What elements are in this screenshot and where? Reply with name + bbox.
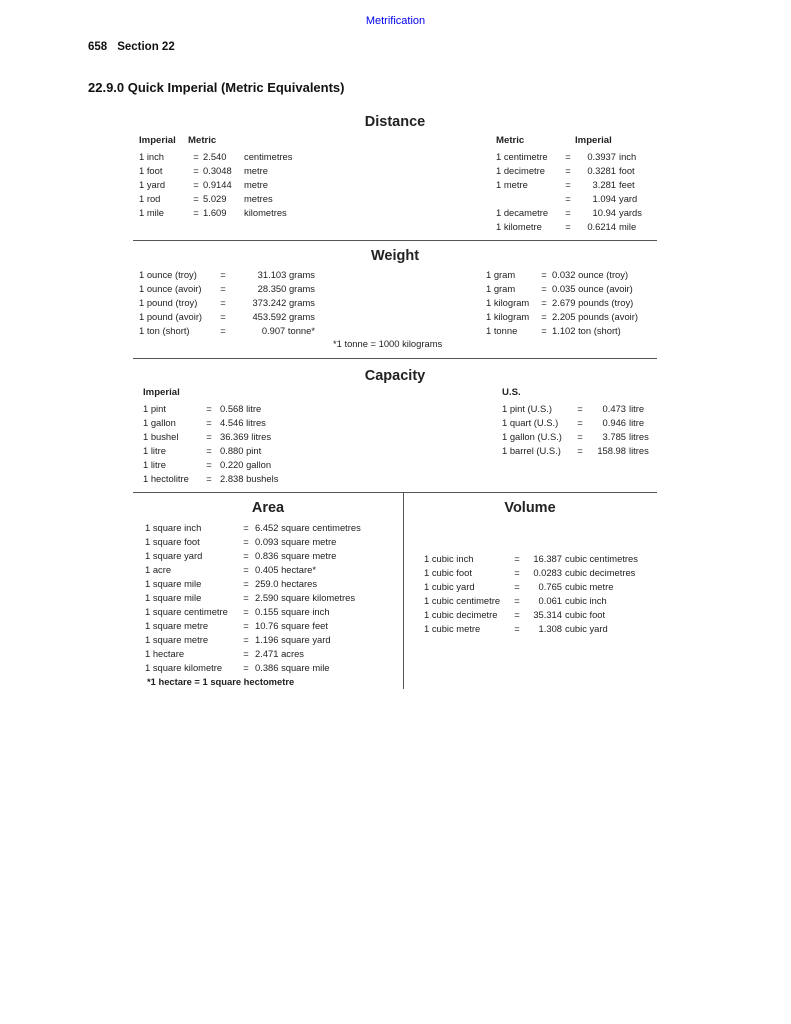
distance-right-row [496,206,658,220]
distance-left-row-u: metre [244,165,268,176]
distance-left-row-v: 5.029 [203,193,227,204]
weight-right-row [486,310,655,324]
weight-footnote: *1 tonne = 1000 kilograms [333,338,443,349]
distance-left-row-eq: = [193,207,199,218]
capacity-us-header: U.S. [502,387,521,398]
area-row-a: 1 square mile [145,578,202,589]
area-row-a: 1 square metre [145,634,209,645]
area-row-a: 1 square inch [145,522,202,533]
weight-left-row-v: 453.592 grams [252,311,315,322]
section-label: Section 22 [117,41,175,53]
capacity-imperial-row-v: 2.838 bushels [220,473,279,484]
weight-left-row-v: 373.242 grams [252,297,315,308]
capacity-imperial-row-a: 1 litre [143,459,166,470]
area-row-v: 2.471 acres [255,648,304,659]
distance-right-row-eq: = [565,221,571,232]
volume-row [424,622,656,636]
distance-right-row-v: 0.3937 [587,151,616,162]
weight-left-row-v: 28.350 grams [257,283,315,294]
distance-right-row-a: 1 decametre [496,207,549,218]
capacity-us-table [502,402,662,458]
capacity-us-row-u: litres [629,445,649,456]
weight-left-row-a: 1 ounce (avoir) [139,283,202,294]
capacity-us-row-v: 158.98 [597,445,626,456]
area-row [145,661,388,675]
distance-right-row-eq: = [565,165,571,176]
distance-left-row [139,206,307,220]
volume-row-eq: = [514,623,520,634]
distance-left-row-u: centimetres [244,151,293,162]
volume-row [424,594,656,608]
volume-row [424,566,656,580]
area-row-eq: = [243,536,249,547]
capacity-us-row [502,444,662,458]
volume-row-u: cubic foot [565,609,606,620]
distance-right-row-v: 0.6214 [587,221,616,232]
area-row-eq: = [243,522,249,533]
weight-left-row-v: 31.103 grams [257,269,315,280]
weight-right-row [486,296,655,310]
capacity-us-row-u: litres [629,431,649,442]
capacity-us-row-v: 3.785 [602,431,626,442]
weight-right-row-a: 1 gram [486,269,516,280]
capacity-us-row-a: 1 quart (U.S.) [502,417,559,428]
distance-right-row-u: mile [619,221,637,232]
area-row [145,577,388,591]
divider-area-volume [403,492,404,689]
distance-right-row-eq: = [565,151,571,162]
distance-right-row [496,150,658,164]
volume-row-a: 1 cubic decimetre [424,609,498,620]
volume-row-v: 0.765 [538,581,562,592]
divider-capacity-area [133,492,657,493]
capacity-imperial-row-v: 36.369 litres [220,431,272,442]
area-row-v: 259.0 hectares [255,578,318,589]
area-row-a: 1 square mile [145,592,202,603]
distance-right-row-eq: = [565,179,571,190]
area-row-eq: = [243,648,249,659]
volume-row-v: 35.314 [533,609,562,620]
area-row-v: 0.405 hectare* [255,564,316,575]
weight-left-row-eq: = [220,311,226,322]
page-header [88,41,175,53]
distance-left-row [139,150,307,164]
weight-right-row-a: 1 kilogram [486,297,530,308]
area-row-a: 1 hectare [145,648,185,659]
capacity-imperial-row-a: 1 pint [143,403,166,414]
capacity-imperial-row [143,416,295,430]
area-row-eq: = [243,620,249,631]
weight-right-row-a: 1 tonne [486,325,518,336]
distance-left-row-eq: = [193,151,199,162]
volume-row-v: 0.061 [538,595,562,606]
page-number: 658 [88,41,108,53]
distance-right-row-u: foot [619,165,635,176]
weight-left-row-eq: = [220,269,226,280]
distance-left-row-v: 0.9144 [203,179,232,190]
area-row-v: 6.452 square centimetres [255,522,361,533]
area-row-eq: = [243,592,249,603]
capacity-us-row [502,402,662,416]
distance-left-row-a: 1 rod [139,193,161,204]
weight-left-row-a: 1 ton (short) [139,325,190,336]
capacity-imperial-row-eq: = [206,417,212,428]
distance-right-row-eq: = [565,207,571,218]
weight-left-row-eq: = [220,325,226,336]
distance-right-col1-header: Metric [496,135,525,146]
weight-left-row [139,296,318,310]
capacity-imperial-row [143,472,295,486]
weight-right-row-eq: = [541,297,547,308]
distance-left-row-a: 1 foot [139,165,163,176]
capacity-imperial-row-a: 1 gallon [143,417,176,428]
distance-right-row-v: 0.3281 [587,165,616,176]
distance-right-row-v: 10.94 [592,207,616,218]
distance-left-row-eq: = [193,165,199,176]
area-title: Area [251,500,285,516]
area-row-v: 0.155 square inch [255,606,330,617]
area-row-eq: = [243,578,249,589]
distance-left-table [139,150,307,220]
volume-table [424,552,656,636]
area-row-eq: = [243,550,249,561]
distance-right-row-u: feet [619,179,635,190]
weight-left-row [139,324,318,338]
area-row-a: 1 square metre [145,620,209,631]
capacity-imperial-row-v: 0.220 gallon [220,459,272,470]
volume-row-v: 0.0283 [533,567,562,578]
capacity-us-row-eq: = [577,403,583,414]
volume-row-eq: = [514,609,520,620]
area-row [145,605,388,619]
capacity-imperial-header: Imperial [143,387,180,398]
area-table [145,521,388,675]
capacity-us-row-eq: = [577,417,583,428]
area-row-v: 2.590 square kilometres [255,592,356,603]
metrification-link[interactable]: Metrification [365,15,426,27]
capacity-us-row [502,430,662,444]
weight-left-row [139,268,318,282]
volume-row-a: 1 cubic yard [424,581,475,592]
distance-right-row-a: 1 kilometre [496,221,542,232]
volume-row-eq: = [514,553,520,564]
capacity-imperial-row [143,430,295,444]
distance-left-row [139,164,307,178]
volume-row-u: cubic metre [565,581,614,592]
volume-row-u: cubic decimetres [565,567,636,578]
area-row-v: 0.386 square mile [255,662,330,673]
area-row [145,521,388,535]
capacity-imperial-row [143,444,295,458]
distance-left-row-v: 2.540 [203,151,227,162]
volume-title: Volume [504,500,556,516]
area-row [145,647,388,661]
weight-left-row-eq: = [220,297,226,308]
area-row-a: 1 acre [145,564,172,575]
volume-row [424,580,656,594]
distance-right-col2-header: Imperial [575,135,612,146]
distance-right-row-a: 1 centimetre [496,151,548,162]
capacity-us-row-v: 0.473 [602,403,626,414]
volume-row-u: cubic inch [565,595,607,606]
volume-row-u: cubic yard [565,623,608,634]
capacity-us-row-a: 1 barrel (U.S.) [502,445,561,456]
weight-right-row-eq: = [541,311,547,322]
volume-row-eq: = [514,581,520,592]
weight-right-row-eq: = [541,325,547,336]
distance-left-row-a: 1 yard [139,179,166,190]
conversion-sheet [133,113,657,693]
distance-left-row-u: kilometres [244,207,287,218]
distance-right-row-v: 3.281 [592,179,616,190]
area-row-a: 1 square yard [145,550,203,561]
distance-left-row-u: metres [244,193,273,204]
capacity-us-row-eq: = [577,445,583,456]
area-row-v: 10.76 square feet [255,620,328,631]
capacity-imperial-row-eq: = [206,403,212,414]
distance-right-row [496,192,658,206]
volume-row [424,552,656,566]
volume-row-a: 1 cubic centimetre [424,595,501,606]
volume-row-eq: = [514,567,520,578]
area-row-v: 1.196 square yard [255,634,331,645]
weight-left-row-v: 0.907 tonne* [261,325,315,336]
weight-right-row-v: 2.679 pounds (troy) [552,297,634,308]
area-row-a: 1 square kilometre [145,662,223,673]
weight-title: Weight [370,248,420,264]
distance-left-row-eq: = [193,179,199,190]
capacity-title: Capacity [364,368,426,384]
distance-left-row [139,192,307,206]
area-row [145,633,388,647]
area-row [145,549,388,563]
distance-left-row-eq: = [193,193,199,204]
area-row-v: 0.836 square metre [255,550,337,561]
distance-left-row-a: 1 mile [139,207,165,218]
divider-distance-weight [133,240,657,241]
area-row-eq: = [243,634,249,645]
area-row [145,535,388,549]
distance-title: Distance [364,114,426,130]
weight-right-row [486,324,655,338]
distance-left-row-v: 1.609 [203,207,227,218]
capacity-us-row [502,416,662,430]
capacity-imperial-row-eq: = [206,473,212,484]
area-row-eq: = [243,564,249,575]
distance-right-row [496,164,658,178]
divider-weight-capacity [133,358,657,359]
distance-right-row-eq: = [565,193,571,204]
distance-right-row [496,178,658,192]
weight-right-row-eq: = [541,283,547,294]
volume-row-a: 1 cubic inch [424,553,474,564]
capacity-imperial-row [143,458,295,472]
capacity-imperial-row-a: 1 hectolitre [143,473,189,484]
capacity-us-row-eq: = [577,431,583,442]
weight-right-row [486,268,655,282]
weight-right-row-v: 1.102 ton (short) [552,325,621,336]
weight-right-table [486,268,655,338]
distance-right-table [496,150,658,234]
area-row-v: 0.093 square metre [255,536,337,547]
volume-row-eq: = [514,595,520,606]
area-row-a: 1 square foot [145,536,200,547]
area-row-a: 1 square centimetre [145,606,228,617]
weight-left-row-a: 1 pound (avoir) [139,311,203,322]
capacity-us-row-a: 1 pint (U.S.) [502,403,553,414]
distance-right-row-a [496,192,561,206]
volume-row-a: 1 cubic metre [424,623,481,634]
distance-left-row [139,178,307,192]
area-row-eq: = [243,662,249,673]
distance-right-row-a: 1 metre [496,179,528,190]
weight-right-row [486,282,655,296]
page-title: 22.9.0 Quick Imperial (Metric Equivalents) [88,80,345,95]
distance-right-row-a: 1 decimetre [496,165,545,176]
capacity-imperial-row-eq: = [206,459,212,470]
distance-left-col2-header: Metric [188,135,217,146]
weight-right-row-v: 0.032 ounce (troy) [552,269,629,280]
capacity-imperial-row-eq: = [206,431,212,442]
capacity-us-row-u: litre [629,403,645,414]
distance-right-row-v: 1.094 [592,193,616,204]
volume-row-a: 1 cubic foot [424,567,472,578]
weight-left-row-a: 1 ounce (troy) [139,269,197,280]
distance-right-row-u: inch [619,151,637,162]
capacity-imperial-row-a: 1 litre [143,445,166,456]
distance-left-row-v: 0.3048 [203,165,232,176]
weight-left-row [139,282,318,296]
area-row-eq: = [243,606,249,617]
volume-row-u: cubic centimetres [565,553,638,564]
distance-right-row [496,220,658,234]
capacity-imperial-row-v: 0.880 pint [220,445,262,456]
weight-right-row-a: 1 kilogram [486,311,530,322]
volume-row-v: 1.308 [538,623,562,634]
capacity-imperial-row-v: 0.568 litre [220,403,262,414]
weight-right-row-v: 0.035 ounce (avoir) [552,283,633,294]
area-footnote: *1 hectare = 1 square hectometre [147,676,295,687]
weight-left-row [139,310,318,324]
area-row [145,591,388,605]
volume-row-v: 16.387 [533,553,562,564]
distance-left-row-a: 1 inch [139,151,165,162]
weight-right-row-eq: = [541,269,547,280]
weight-right-row-a: 1 gram [486,283,516,294]
weight-right-row-v: 2.205 pounds (avoir) [552,311,638,322]
weight-left-table [139,268,318,338]
volume-row [424,608,656,622]
capacity-imperial-row-a: 1 bushel [143,431,179,442]
area-row [145,563,388,577]
capacity-us-row-a: 1 gallon (U.S.) [502,431,562,442]
area-row [145,619,388,633]
capacity-imperial-row [143,402,295,416]
weight-left-row-a: 1 pound (troy) [139,297,198,308]
distance-right-row-u: yards [619,207,642,218]
capacity-imperial-row-v: 4.546 litres [220,417,266,428]
capacity-imperial-table [143,402,295,486]
distance-left-col1-header: Imperial [139,135,176,146]
distance-right-row-u: yard [619,193,638,204]
capacity-imperial-row-eq: = [206,445,212,456]
capacity-us-row-v: 0.946 [602,417,626,428]
distance-left-row-u: metre [244,179,268,190]
capacity-us-row-u: litre [629,417,645,428]
weight-left-row-eq: = [220,283,226,294]
